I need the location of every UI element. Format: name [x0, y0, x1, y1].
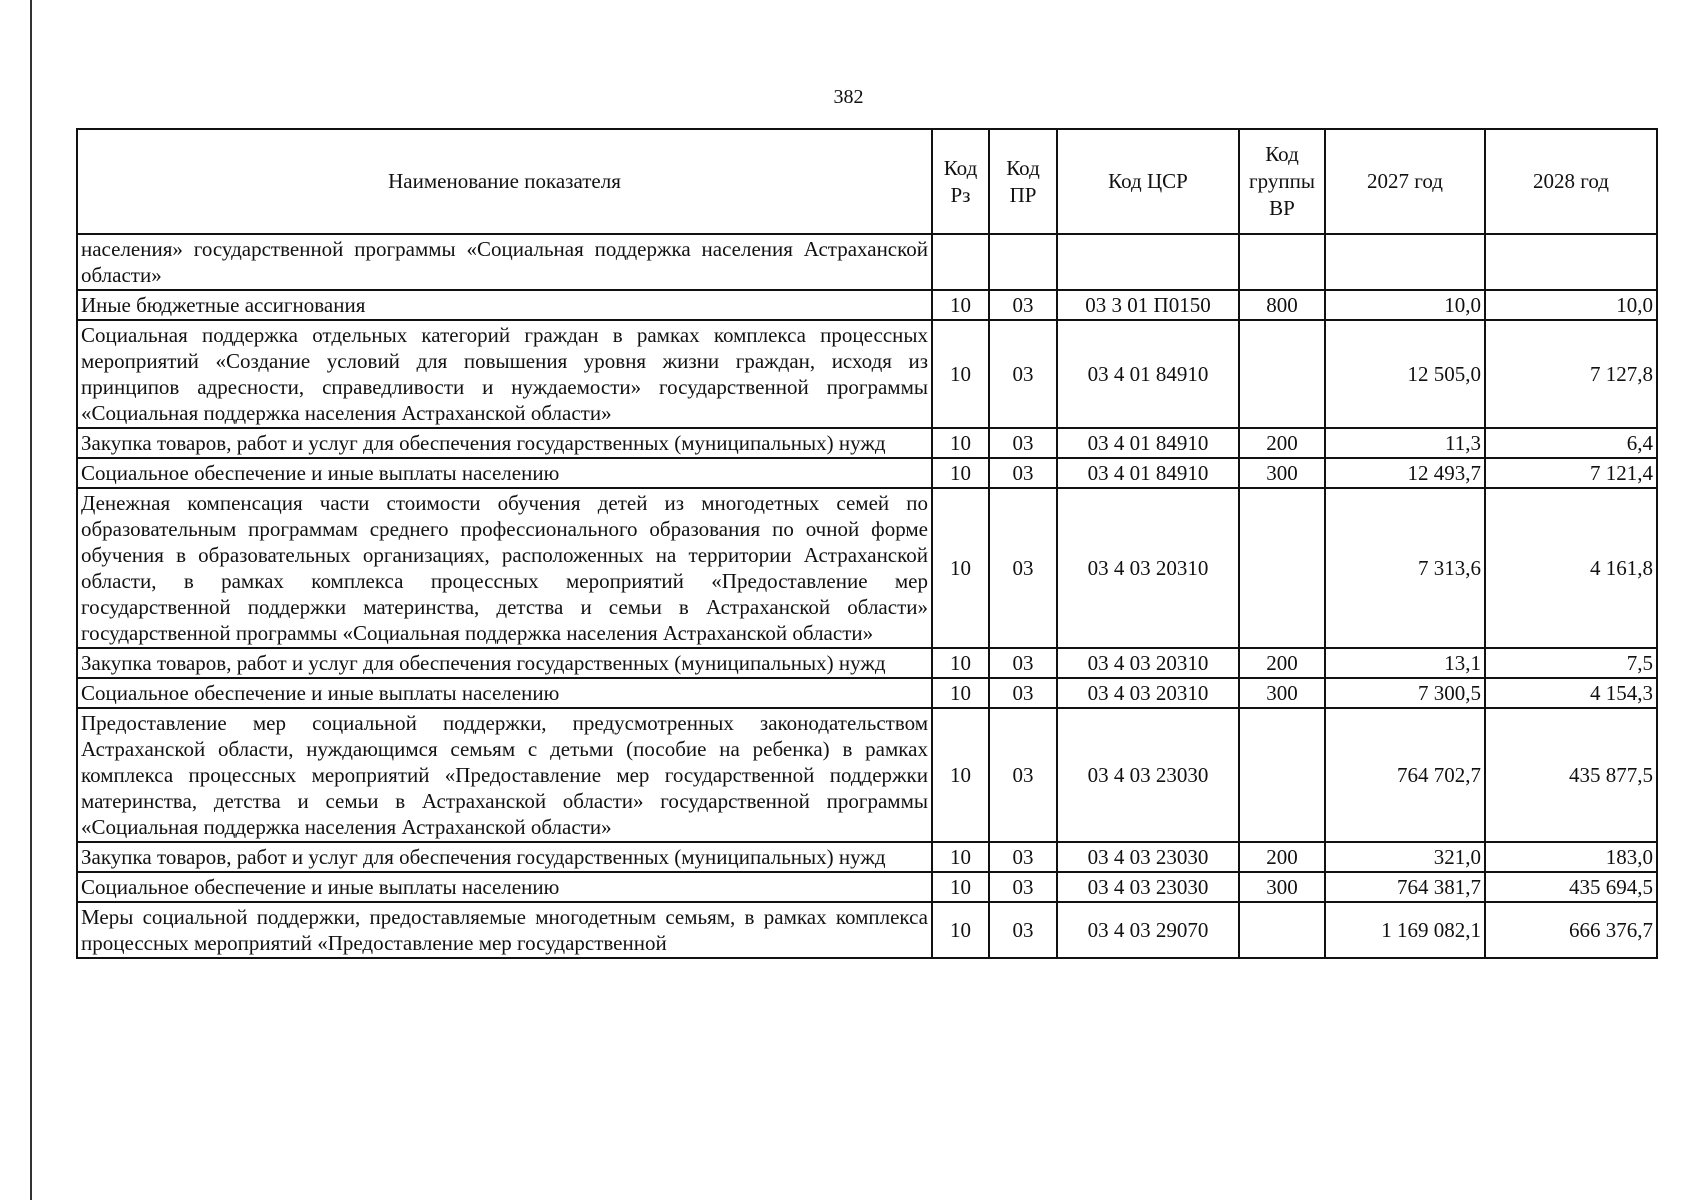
cell-2027: 764 702,7: [1325, 708, 1485, 842]
cell-2027: 13,1: [1325, 648, 1485, 678]
cell-csr: 03 4 03 23030: [1057, 872, 1239, 902]
table-row: [77, 290, 1657, 320]
cell-2027: 7 313,6: [1325, 488, 1485, 648]
cell-2027: 12 505,0: [1325, 320, 1485, 428]
header-name: Наименование показателя: [77, 129, 932, 234]
cell-name: Социальная поддержка отдельных категорий граждан в рамках комплекса процессных мероприятий «Создание условий для повышения уровня жизни граждан, исходя из принципов адресности, справедливости и нуждаемости» государственной программы «Социальная поддержка населения Астраханской области»: [77, 320, 932, 428]
cell-vr: [1239, 234, 1325, 290]
cell-rz: [932, 234, 989, 290]
cell-2027: 7 300,5: [1325, 678, 1485, 708]
cell-vr: 300: [1239, 458, 1325, 488]
cell-pr: [989, 234, 1057, 290]
table-header-row: [77, 129, 1657, 234]
cell-2028: 6,4: [1485, 428, 1657, 458]
cell-rz: 10: [932, 428, 989, 458]
cell-2027: [1325, 234, 1485, 290]
cell-vr: 300: [1239, 678, 1325, 708]
cell-rz: 10: [932, 648, 989, 678]
cell-name: Денежная компенсация части стоимости обучения детей из многодетных семей по образовательным программам среднего профессионального образования по очной форме обучения в образовательных организациях, расположенных на территории Астраханской области, в рамках комплекса процессных мероприятий «Предоставление мер государственной поддержки материнства, детства и семьи в Астраханской области» государственной программы «Социальная поддержка населения Астраханской области»: [77, 488, 932, 648]
cell-name: Предоставление мер социальной поддержки, предусмотренных законодательством Астраханской области, нуждающимся семьям с детьми (пособие на ребенка) в рамках комплекса процессных мероприятий «Предоставление мер государственной поддержки материнства, детства и семьи в Астраханской области» государственной программы «Социальная поддержка населения Астраханской области»: [77, 708, 932, 842]
cell-name: населения» государственной программы «Социальная поддержка населения Астраханской области»: [77, 234, 932, 290]
cell-rz: 10: [932, 488, 989, 648]
cell-vr: 800: [1239, 290, 1325, 320]
header-pr: Код ПР: [989, 129, 1057, 234]
cell-vr: 300: [1239, 872, 1325, 902]
cell-pr: 03: [989, 320, 1057, 428]
cell-pr: 03: [989, 428, 1057, 458]
table-row: [77, 428, 1657, 458]
cell-2028: 666 376,7: [1485, 902, 1657, 958]
table-body: [77, 234, 1657, 958]
table-row: [77, 902, 1657, 958]
cell-vr: 200: [1239, 428, 1325, 458]
cell-2028: 7,5: [1485, 648, 1657, 678]
cell-name: Социальное обеспечение и иные выплаты населению: [77, 678, 932, 708]
budget-table: [76, 128, 1658, 959]
cell-csr: 03 4 03 29070: [1057, 902, 1239, 958]
cell-rz: 10: [932, 842, 989, 872]
cell-vr: [1239, 902, 1325, 958]
cell-csr: 03 4 03 23030: [1057, 842, 1239, 872]
cell-vr: 200: [1239, 842, 1325, 872]
cell-2028: 4 154,3: [1485, 678, 1657, 708]
cell-csr: 03 4 01 84910: [1057, 458, 1239, 488]
cell-pr: 03: [989, 458, 1057, 488]
cell-rz: 10: [932, 458, 989, 488]
cell-2028: 4 161,8: [1485, 488, 1657, 648]
cell-2028: 7 127,8: [1485, 320, 1657, 428]
header-csr: Код ЦСР: [1057, 129, 1239, 234]
cell-2028: 435 877,5: [1485, 708, 1657, 842]
table-row: [77, 234, 1657, 290]
table-row: [77, 708, 1657, 842]
page-margin-rule: [30, 0, 32, 1200]
header-rz: Код Рз: [932, 129, 989, 234]
cell-pr: 03: [989, 488, 1057, 648]
table-row: [77, 872, 1657, 902]
cell-csr: 03 3 01 П0150: [1057, 290, 1239, 320]
cell-pr: 03: [989, 872, 1057, 902]
header-vr: Код группы ВР: [1239, 129, 1325, 234]
table-row: [77, 458, 1657, 488]
cell-pr: 03: [989, 678, 1057, 708]
cell-csr: 03 4 01 84910: [1057, 428, 1239, 458]
header-2028: 2028 год: [1485, 129, 1657, 234]
table-row: [77, 320, 1657, 428]
header-2027: 2027 год: [1325, 129, 1485, 234]
table-row: [77, 678, 1657, 708]
cell-2027: 11,3: [1325, 428, 1485, 458]
cell-csr: 03 4 03 20310: [1057, 648, 1239, 678]
table-row: [77, 648, 1657, 678]
cell-name: Социальное обеспечение и иные выплаты населению: [77, 872, 932, 902]
cell-name: Социальное обеспечение и иные выплаты населению: [77, 458, 932, 488]
cell-2027: 10,0: [1325, 290, 1485, 320]
page-number: 382: [833, 86, 864, 108]
cell-rz: 10: [932, 902, 989, 958]
cell-pr: 03: [989, 648, 1057, 678]
cell-rz: 10: [932, 708, 989, 842]
cell-name: Меры социальной поддержки, предоставляемые многодетным семьям, в рамках комплекса процессных мероприятий «Предоставление мер государственной: [77, 902, 932, 958]
cell-vr: [1239, 488, 1325, 648]
cell-2027: 1 169 082,1: [1325, 902, 1485, 958]
cell-pr: 03: [989, 902, 1057, 958]
cell-csr: [1057, 234, 1239, 290]
cell-rz: 10: [932, 320, 989, 428]
table-row: [77, 842, 1657, 872]
cell-pr: 03: [989, 290, 1057, 320]
cell-name: Закупка товаров, работ и услуг для обеспечения государственных (муниципальных) нужд: [77, 648, 932, 678]
cell-name: Иные бюджетные ассигнования: [77, 290, 932, 320]
cell-2028: 183,0: [1485, 842, 1657, 872]
cell-csr: 03 4 03 23030: [1057, 708, 1239, 842]
cell-2028: [1485, 234, 1657, 290]
cell-rz: 10: [932, 678, 989, 708]
cell-2028: 7 121,4: [1485, 458, 1657, 488]
cell-csr: 03 4 03 20310: [1057, 678, 1239, 708]
cell-rz: 10: [932, 872, 989, 902]
cell-vr: [1239, 708, 1325, 842]
cell-pr: 03: [989, 708, 1057, 842]
cell-name: Закупка товаров, работ и услуг для обеспечения государственных (муниципальных) нужд: [77, 842, 932, 872]
table-row: [77, 488, 1657, 648]
cell-csr: 03 4 03 20310: [1057, 488, 1239, 648]
cell-2027: 12 493,7: [1325, 458, 1485, 488]
cell-csr: 03 4 01 84910: [1057, 320, 1239, 428]
cell-vr: 200: [1239, 648, 1325, 678]
cell-pr: 03: [989, 842, 1057, 872]
cell-2028: 10,0: [1485, 290, 1657, 320]
cell-name: Закупка товаров, работ и услуг для обеспечения государственных (муниципальных) нужд: [77, 428, 932, 458]
cell-2028: 435 694,5: [1485, 872, 1657, 902]
cell-rz: 10: [932, 290, 989, 320]
cell-vr: [1239, 320, 1325, 428]
cell-2027: 321,0: [1325, 842, 1485, 872]
cell-2027: 764 381,7: [1325, 872, 1485, 902]
